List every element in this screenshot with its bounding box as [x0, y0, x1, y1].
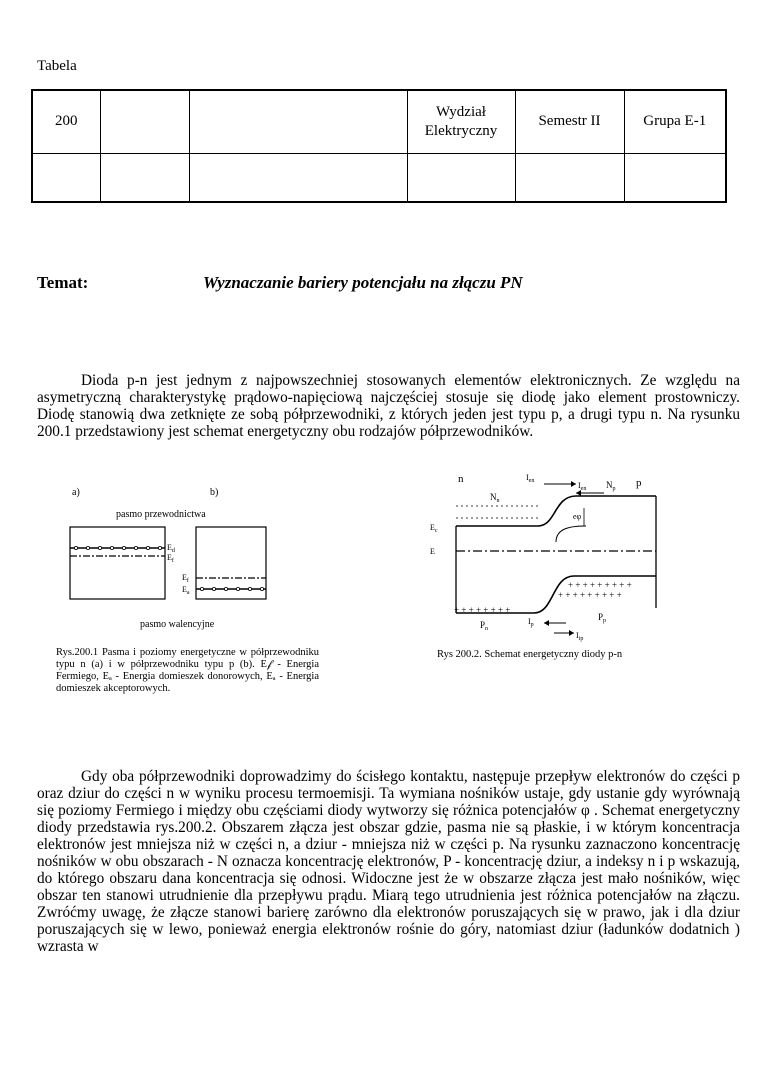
ien2-label: $I_{en}$ [578, 481, 587, 492]
figure-label-b: b) [210, 487, 219, 498]
pp-label: $P_p$ [598, 612, 607, 624]
ef-label-n: $E_f$ [167, 553, 174, 564]
conduction-band-edge [456, 496, 656, 526]
p-type-band-box [196, 527, 266, 599]
ien-label: $I_{en}$ [526, 473, 535, 484]
table-cell [100, 90, 189, 153]
ephi-curve [556, 526, 586, 542]
table-cell [32, 153, 100, 202]
figure-label-a: a) [72, 487, 80, 498]
plus-row-p-2: + + + + + + + + + [558, 590, 622, 600]
table-cell [624, 153, 726, 202]
plus-row-n: + + + + + + + + [454, 605, 511, 615]
ip2-label: $I_{ip}$ [576, 631, 584, 642]
paragraph-text: Dioda p-n jest jednym z najpowszechniej stosowanych elementów elektronicznych. Ze względu na asymetryczną charakterystykę prądowo-napięciową najczęściej stosuje się diodę jako element prostowniczy. Diodę stanowią dwa zetknięte ze sobą półprzewodniki, z których jeden jest typu p, a drugi typu n. Na rysunku 200.1 przedstawiony jest schemat energetyczny obu rodzajów półprzewodników. [37, 372, 740, 440]
paragraph-text: Gdy oba półprzewodniki doprowadzimy do ścisłego kontaktu, następuje przepływ elektronów do części p oraz dziur do części n w wyniku procesu termoemisji. Ta wymiana nośników ustaje, gdy ustanie gdy wyrównają się poziomy Fermiego i między obu częściami diody wytworzy się różnica potencjałów φ . Schemat energetyczny diody przedstawia rys.200.2. Obszarem złącza jest obszar gdzie, pasma nie są płaskie, i w którym koncentracja elektronów jest mniejsza niż w części n, a dziur - mniejsza niż w części p. Na rysunku zaznaczono koncentrację nośników w obu obszarach - N oznacza koncentrację elektronów, P - koncentrację dziur, a indeksy n i p wskazują, do którego obszaru dana koncentracja się odnosi. Widoczne jest że w obszarze złącza jest mało nośników, więc obszar ten stanowi utrudnienie dla przepływu prądu. Miarą tego utrudnienia jest różnica potencjałów na złączu. Zwróćmy uwagę, że złącze stanowi barierę zarówno dla elektronów poruszających się w prawo, jak i dla dziur poruszających się w lewo, ponieważ energia elektronów rośnie do góry, natomiast dziur (ładunków dodatnich ) wzrasta w [37, 768, 740, 955]
ec-label: $E_c$ [430, 523, 438, 534]
table-cell: 200 [32, 90, 100, 153]
faculty-cell: Wydział Elektryczny [407, 90, 515, 153]
ef-label: E [430, 547, 435, 556]
semester-cell: Semestr II [515, 90, 624, 153]
ien2-arrowhead [576, 490, 581, 496]
nn-label: $N_n$ [490, 492, 500, 504]
pn-label: $P_n$ [480, 620, 489, 632]
np-label: $N_p$ [606, 480, 616, 492]
p-region-label: p [636, 477, 642, 489]
ip-arrowhead [544, 620, 549, 626]
paragraph-main [37, 768, 740, 955]
table-cell [515, 153, 624, 202]
ea-label: $E_a$ [182, 585, 190, 596]
ien-arrowhead [571, 481, 576, 487]
figure-diode-energy-diagram [426, 468, 676, 643]
figure2-caption: Rys 200.2. Schemat energetyczny diody p-n [437, 649, 623, 660]
group-cell: Grupa E-1 [624, 90, 726, 153]
empty-row [32, 153, 726, 202]
table-cell [407, 153, 515, 202]
header-table [31, 89, 727, 203]
paragraph-intro [37, 372, 740, 440]
table-label: Tabela [37, 58, 77, 74]
figure-band-diagram [56, 482, 326, 642]
ephi-label: eφ [573, 512, 582, 521]
plus-row-p: + + + + + + + + + [568, 580, 632, 590]
table-cell [100, 153, 189, 202]
n-type-band-box [70, 527, 165, 599]
ed-label: $E_d$ [167, 543, 175, 554]
valence-band-label: pasmo walencyjne [140, 619, 215, 630]
n-region-label: n [458, 473, 464, 485]
conduction-band-label: pasmo przewodnictwa [116, 509, 206, 520]
ip-label: $I_p$ [528, 617, 534, 628]
header-row [32, 90, 726, 153]
figure1-caption: Rys.200.1 Pasma i poziomy energetyczne w półprzewodniku typu n (a) i w półprzewodniku typu p (b). E𝒻 - Energia Fermiego, Eₐ - Energia domieszek donorowych, Eₐ - Energia domieszek akceptorowych. [56, 647, 319, 694]
ef-label-p: $E_f$ [182, 573, 189, 584]
topic-title: Wyznaczanie bariery potencjału na złączu PN [203, 273, 523, 292]
table-cell [189, 153, 407, 202]
topic-label: Temat: [37, 273, 89, 292]
ip2-arrowhead [569, 630, 574, 636]
table-cell [189, 90, 407, 153]
